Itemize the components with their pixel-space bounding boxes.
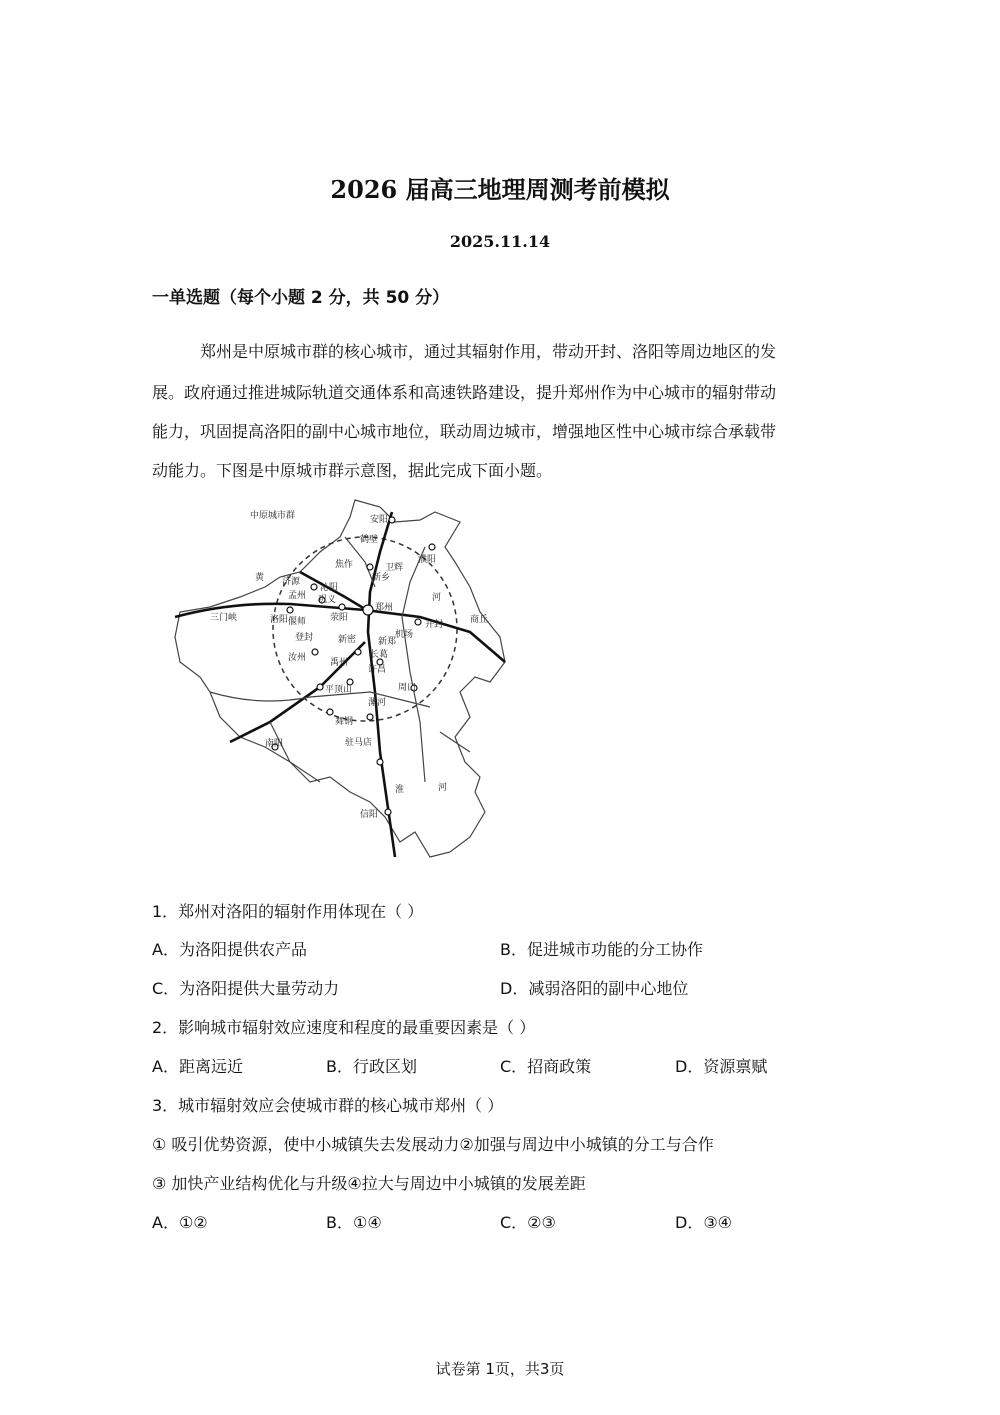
option-d[interactable]: D．资源禀赋: [675, 1057, 768, 1076]
map-label: 郑州: [375, 603, 394, 613]
map-label: 新乡: [372, 573, 391, 583]
map-label: 南阳: [265, 739, 284, 749]
option-a[interactable]: A．距离远近: [152, 1057, 243, 1076]
section-heading: 一单选题（每个小题 2 分，共 50 分）: [152, 288, 450, 308]
map-label: 焦作: [335, 560, 354, 570]
question-stem: 2．影响城市辐射效应速度和程度的最重要因素是（ ）: [152, 1018, 536, 1037]
map-label: 长葛: [370, 650, 389, 660]
exam-date: 2025.11.14: [449, 232, 551, 251]
map-label: 沁阳: [320, 583, 339, 593]
map-label: 济源: [282, 577, 301, 587]
statement-line: ① 吸引优势资源，使中小城镇失去发展动力②加强与周边中小城镇的分工与合作: [152, 1135, 714, 1154]
passage-line-1: 郑州是中原城市群的核心城市，通过其辐射作用，带动开封、洛阳等周边地区的发: [200, 342, 777, 361]
map-label: 安阳: [370, 515, 389, 525]
map-label: 黄: [255, 573, 265, 583]
option-a[interactable]: A．为洛阳提供农产品: [152, 940, 307, 959]
map-label: 河: [432, 593, 442, 603]
map-label: 许昌: [368, 665, 387, 675]
map-label: 信阳: [360, 810, 379, 820]
map-label: 开封: [425, 620, 444, 630]
statement-line: ③ 加快产业结构优化与升级④拉大与周边中小城镇的发展差距: [152, 1174, 586, 1193]
passage-line-2: 展。政府通过推进城际轨道交通体系和高速铁路建设，提升郑州作为中心城市的辐射带动: [152, 383, 777, 402]
map-label: 新密: [338, 635, 357, 645]
question-stem: 3．城市辐射效应会使城市群的核心城市郑州（ ）: [152, 1096, 504, 1115]
central-plains-map: [170, 492, 515, 862]
map-label: 河: [438, 783, 448, 793]
option-c[interactable]: C．为洛阳提供大量劳动力: [152, 979, 340, 998]
map-label: 舞钢: [335, 717, 354, 727]
option-c[interactable]: C．招商政策: [500, 1057, 592, 1076]
question-stem: 1．郑州对洛阳的辐射作用体现在（ ）: [152, 902, 424, 921]
map-label: 三门峡: [210, 613, 238, 623]
page-footer: 试卷第 1页，共3页: [435, 1360, 565, 1378]
passage-line-3: 能力，巩固提高洛阳的副中心城市地位，联动周边城市，增强地区性中心城市综合承载带: [152, 422, 777, 441]
option-d[interactable]: D．减弱洛阳的副中心地位: [500, 979, 689, 998]
option-a[interactable]: A．①②: [152, 1213, 208, 1232]
map-label: 漯河: [368, 698, 387, 708]
option-b[interactable]: B．促进城市功能的分工协作: [500, 940, 703, 959]
map-label: 驻马店: [345, 738, 373, 748]
province-outline: [175, 500, 505, 857]
map-label: 汝州: [288, 653, 307, 663]
option-b[interactable]: B．①④: [326, 1213, 382, 1232]
passage-line-4: 动能力。下图是中原城市群示意图，据此完成下面小题。: [152, 461, 553, 480]
option-b[interactable]: B．行政区划: [326, 1057, 417, 1076]
map-label: 鹤壁: [360, 535, 379, 545]
map-label: 周口: [398, 683, 417, 693]
map-label: 平顶山: [325, 685, 353, 695]
map-label: 偃师: [288, 617, 307, 627]
map-label: 机场: [395, 630, 414, 640]
option-d[interactable]: D．③④: [675, 1213, 733, 1232]
page-title: 2026 届高三地理周测考前模拟: [330, 175, 670, 204]
map-label: 孟州: [288, 591, 307, 601]
map-label: 登封: [295, 633, 314, 643]
map-label: 新郑: [378, 637, 397, 647]
map-label: 洛阳: [270, 615, 289, 625]
map-label: 商丘: [470, 615, 489, 625]
map-label: 禹州: [330, 658, 349, 668]
map-label: 濮阳: [418, 555, 437, 565]
map-title: 中原城市群: [250, 511, 296, 521]
option-c[interactable]: C．②③: [500, 1213, 556, 1232]
map-label: 卫辉: [385, 563, 404, 573]
map-label: 淮: [395, 785, 405, 795]
map-label: 荥阳: [330, 613, 349, 623]
map-label: 巩义: [318, 595, 337, 605]
